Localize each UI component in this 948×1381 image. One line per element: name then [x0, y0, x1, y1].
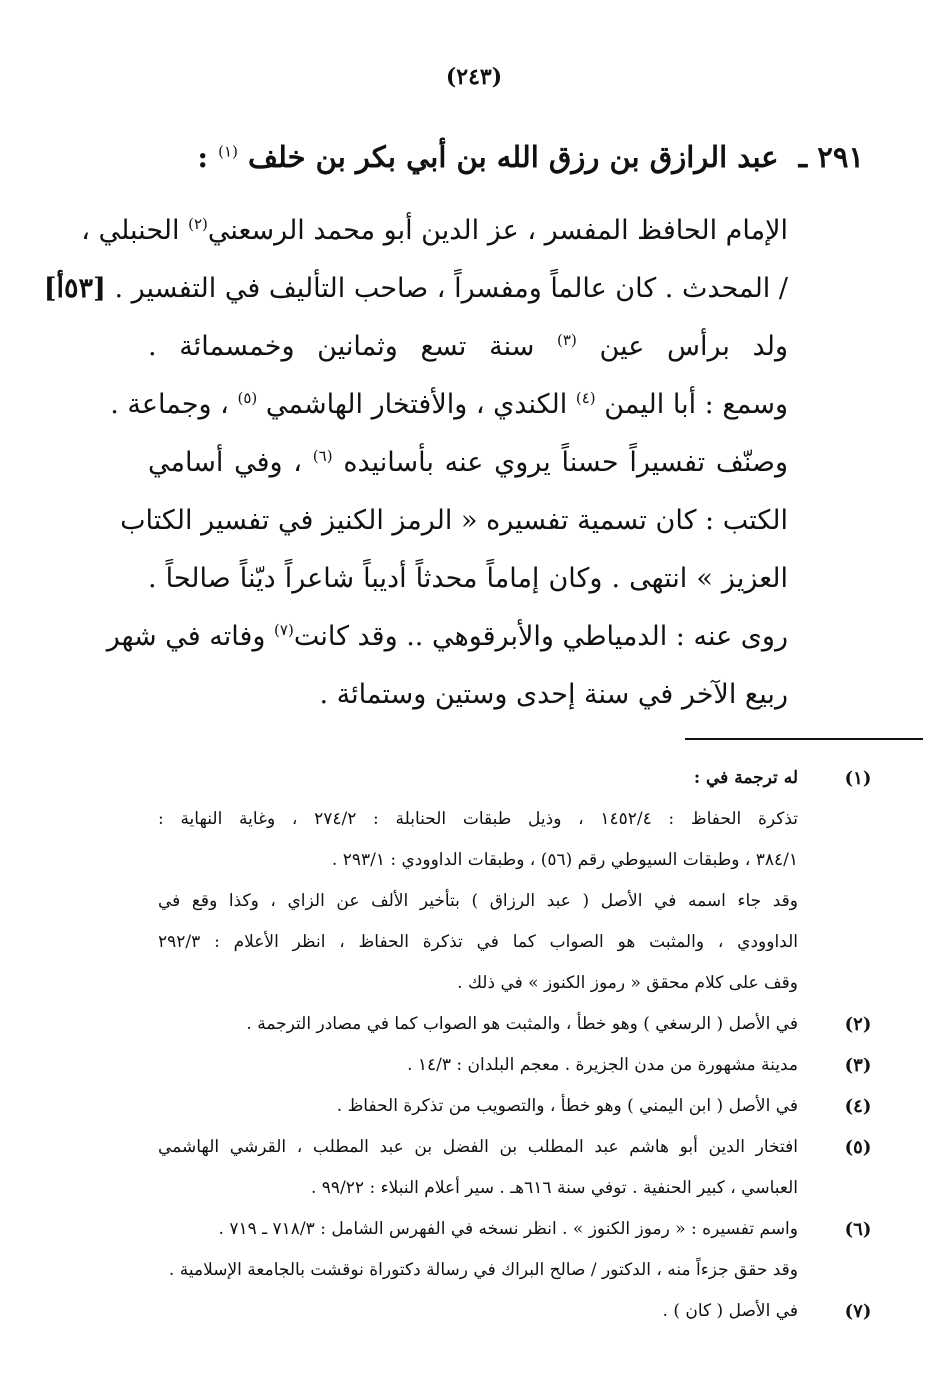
footnote-line: تذكرة الحفاظ : ١٤٥٢/٤ ، وذيل طبقات الحنابلة : ٢٧٤/٢ ، وغاية النهاية : — [158, 809, 798, 829]
footnote-ref-3: (٣) — [557, 331, 577, 349]
body-line — [148, 318, 788, 376]
footnote-2 — [158, 1004, 888, 1045]
footnote-line: واسم تفسيره : « رموز الكنوز » . انظر نسخه في الفهرس الشامل : ٧١٨/٣ ـ ٧١٩ . — [218, 1219, 798, 1239]
body-text-segment: الكندي ، والأفتخار الهاشمي — [265, 389, 568, 420]
footnote-line: مدينة مشهورة من مدن الجزيرة . معجم البلدان : ١٤/٣ . — [407, 1055, 798, 1075]
footnote-marker: (٢) — [844, 1014, 872, 1035]
body-text-segment: ، وجماعة . — [110, 389, 229, 420]
body-text-segment: روى عنه : الدمياطي والأبرقوهي .. وقد كانت — [293, 621, 788, 652]
entry-body — [43, 202, 788, 724]
footnote-line: وقد حقق جزءاً منه ، الدكتور / صالح البراك في رسالة دكتوراة نوقشت بالجامعة الإسلامية . — [168, 1260, 798, 1280]
body-line: ربيع الآخر في سنة إحدى وستين وستمائة . — [319, 679, 788, 710]
body-line — [110, 376, 788, 434]
footnote-ref-1: (١) — [218, 142, 238, 161]
footnote-line: افتخار الدين أبو هاشم عبد المطلب بن الفضل بن عبد المطلب ، القرشي الهاشمي — [158, 1137, 798, 1157]
footnote-marker: (٧) — [844, 1301, 872, 1322]
footnote-marker: (٦) — [844, 1219, 872, 1240]
footnote-line: الداوودي ، والمثبت هو الصواب كما في تذكرة الحفاظ ، انظر الأعلام : ٢٩٢/٣ — [158, 932, 798, 952]
footnote-line: في الأصل ( الرسغي ) وهو خطأ ، والمثبت هو الصواب كما في مصادر الترجمة . — [246, 1014, 798, 1034]
body-text-segment: وسمع : أبا اليمن — [604, 389, 788, 420]
footnote-ref-4: (٤) — [575, 389, 596, 407]
footnote-line: له ترجمة في : — [693, 768, 798, 788]
body-line — [106, 608, 788, 666]
body-text-segment: وصنّف تفسيراً حسناً يروي عنه بأسانيده — [343, 447, 788, 478]
footnote-7 — [158, 1291, 888, 1332]
body-text-segment: ، وفي أسامي — [148, 447, 302, 478]
footnote-ref-2: (٢) — [188, 215, 208, 233]
footnote-line: وقد جاء اسمه في الأصل ( عبد الرزاق ) بتأخير الألف عن الزاي ، وكذا وقع في — [158, 891, 798, 911]
body-line — [43, 260, 788, 318]
body-line — [81, 202, 788, 260]
footnote-divider — [685, 738, 923, 740]
footnote-line: في الأصل ( ابن اليمني ) وهو خطأ ، والتصويب من تذكرة الحفاظ . — [336, 1096, 798, 1116]
footnote-marker: (٣) — [844, 1055, 872, 1076]
body-line — [148, 434, 788, 492]
footnotes — [158, 758, 888, 1332]
footnote-ref-6: (٦) — [312, 447, 333, 465]
footnote-4 — [158, 1086, 888, 1127]
footnote-line: العباسي ، كبير الحنفية . توفي سنة ٦١٦هـ . سير أعلام النبلاء : ٩٩/٢٢ . — [310, 1178, 798, 1198]
body-text-segment: ولد برأس عين — [599, 331, 788, 362]
footnote-line: ٣٨٤/١ ، وطبقات السيوطي رقم (٥٦) ، وطبقات الداوودي : ٢٩٣/١ . — [331, 850, 798, 870]
entry-colon: : — [197, 140, 209, 174]
footnote-line: في الأصل ( كان ) . — [662, 1301, 798, 1321]
body-text-segment: سنة تسع وثمانين وخمسمائة . — [148, 331, 535, 362]
footnote-3 — [158, 1045, 888, 1086]
entry-number: ٢٩١ ـ — [798, 140, 864, 174]
footnote-line: وقف على كلام محقق « رموز الكنوز » في ذلك . — [457, 973, 798, 993]
footnote-marker: (٥) — [844, 1137, 872, 1158]
footnote-5 — [158, 1127, 888, 1209]
footnote-marker: (١) — [844, 768, 872, 789]
page-number: (٢٤٣) — [445, 64, 503, 90]
body-line: الكتب : كان تسمية تفسيره « الرمز الكنيز في تفسير الكتاب — [120, 505, 788, 536]
entry-heading — [104, 140, 864, 174]
footnote-1 — [158, 758, 888, 1004]
footnote-ref-5: (٥) — [237, 389, 258, 407]
manuscript-folio-marker: [٥٣أ] — [43, 273, 106, 304]
body-line: العزيز » انتهى . وكان إماماً محدثاً أديباً شاعراً ديّناً صالحاً . — [148, 563, 788, 594]
body-text-segment: الحنبلي ، — [81, 215, 180, 246]
footnote-6 — [158, 1209, 888, 1291]
entry-title: عبد الرازق بن رزق الله بن أبي بكر بن خلف — [248, 140, 779, 174]
body-text-segment: وفاته في شهر — [106, 621, 266, 652]
body-text-segment: / المحدث . كان عالماً ومفسراً ، صاحب التأليف في التفسير . — [114, 273, 788, 304]
footnote-marker: (٤) — [844, 1096, 872, 1117]
body-text-segment: الإمام الحافظ المفسر ، عز الدين أبو محمد الرسعني — [207, 215, 788, 246]
footnote-ref-7: (٧) — [274, 621, 294, 639]
